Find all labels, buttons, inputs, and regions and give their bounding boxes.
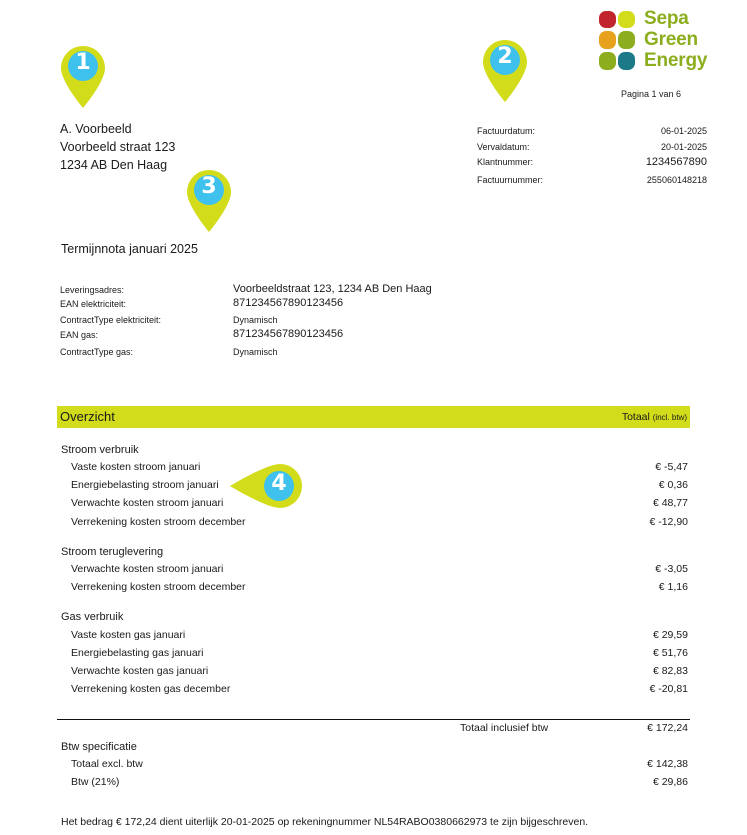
info-value: 871234567890123456 <box>233 297 344 309</box>
item-amount: € 1,16 <box>658 581 688 593</box>
line-item <box>71 497 688 515</box>
meta-label: Vervaldatum: <box>477 142 530 152</box>
item-label: Verwachte kosten stroom januari <box>71 563 224 575</box>
invoice-date-row <box>477 126 707 142</box>
item-label: Verwachte kosten gas januari <box>71 665 209 677</box>
customer-name: A. Voorbeeld <box>60 122 132 136</box>
marker-number: 3 <box>201 174 217 199</box>
info-value: Voorbeeldstraat 123, 1234 AB Den Haag <box>233 283 432 295</box>
item-label: Vaste kosten gas januari <box>71 629 186 641</box>
btw-amount: € 142,38 <box>647 758 688 770</box>
customer-number-row <box>477 157 707 173</box>
btw-row <box>71 776 688 794</box>
item-label: Vaste kosten stroom januari <box>71 461 201 473</box>
line-item <box>71 683 688 701</box>
map-pin-marker-3 <box>185 168 233 234</box>
payment-note: Het bedrag € 172,24 dient uiterlijk 20-01-2025 op rekeningnummer NL54RABO0380662973 te zijn bijgeschreven. <box>61 816 589 828</box>
logo-text-2: Green <box>644 29 698 50</box>
meta-value: 1234567890 <box>645 156 707 168</box>
marker-number: 1 <box>75 50 91 75</box>
overview-header <box>57 406 690 428</box>
info-value: Dynamisch <box>233 347 278 357</box>
customer-street: Voorbeeld straat 123 <box>60 140 176 154</box>
item-label: Energiebelasting stroom januari <box>71 479 219 491</box>
section-title: Stroom teruglevering <box>61 546 164 558</box>
btw-label: Totaal excl. btw <box>71 758 143 770</box>
section-title: Gas verbruik <box>61 611 124 623</box>
total-amount: € 172,24 <box>647 722 688 734</box>
item-amount: € -12,90 <box>649 516 688 528</box>
company-logo <box>597 10 712 72</box>
info-label: EAN elektriciteit: <box>60 299 127 309</box>
marker-number: 4 <box>271 471 287 496</box>
line-item <box>71 665 688 683</box>
ean-gas-row <box>60 328 480 344</box>
overview-title: Overzicht <box>60 409 115 424</box>
total-label: Totaal inclusief btw <box>460 722 549 734</box>
info-value: Dynamisch <box>233 315 278 325</box>
info-label: ContractType elektriciteit: <box>60 315 162 325</box>
ean-electricity-row <box>60 297 480 313</box>
item-amount: € -5,47 <box>655 461 688 473</box>
total-label: Totaal <box>621 411 650 423</box>
info-label: ContractType gas: <box>60 347 134 357</box>
total-divider <box>57 719 690 720</box>
marker-number: 2 <box>497 44 513 69</box>
item-amount: € 48,77 <box>652 497 688 509</box>
line-item <box>71 461 688 479</box>
line-item <box>71 563 688 581</box>
logo-mark-icon <box>597 10 637 72</box>
meta-value: 06-01-2025 <box>660 126 707 136</box>
item-amount: € 51,76 <box>652 647 688 659</box>
overview-total-label <box>622 411 687 423</box>
invoice-number-row <box>477 175 707 191</box>
info-label: Leveringsadres: <box>60 285 125 295</box>
btw-label: Btw (21%) <box>71 776 120 788</box>
logo-text-3: Energy <box>644 50 708 71</box>
contract-gas-row <box>60 345 480 361</box>
btw-amount: € 29,86 <box>652 776 688 788</box>
item-label: Verwachte kosten stroom januari <box>71 497 224 509</box>
meta-value: 255060148218 <box>646 175 707 185</box>
contract-electricity-row <box>60 313 480 329</box>
meta-label: Klantnummer: <box>477 157 534 167</box>
item-amount: € 29,59 <box>652 629 688 641</box>
logo-text-1: Sepa <box>644 8 689 29</box>
meta-value: 20-01-2025 <box>660 142 707 152</box>
item-label: Verrekening kosten gas december <box>71 683 231 695</box>
map-pin-marker-2 <box>481 38 529 104</box>
page-indicator: Pagina 1 van 6 <box>621 89 682 99</box>
item-amount: € -20,81 <box>649 683 688 695</box>
line-item <box>71 647 688 665</box>
item-label: Verrekening kosten stroom december <box>71 516 246 528</box>
meta-label: Factuurnummer: <box>477 175 544 185</box>
line-item <box>71 479 688 497</box>
line-item <box>71 581 688 599</box>
item-label: Verrekening kosten stroom december <box>71 581 246 593</box>
customer-city: 1234 AB Den Haag <box>60 158 168 172</box>
total-note: (incl. btw) <box>652 413 687 422</box>
line-item <box>71 629 688 647</box>
info-value: 871234567890123456 <box>233 328 344 340</box>
map-pin-marker-1 <box>59 44 107 110</box>
item-amount: € 0,36 <box>658 479 688 491</box>
item-amount: € -3,05 <box>655 563 688 575</box>
item-amount: € 82,83 <box>652 665 688 677</box>
document-title: Termijnnota januari 2025 <box>61 242 198 256</box>
item-label: Energiebelasting gas januari <box>71 647 204 659</box>
btw-row <box>71 758 688 776</box>
section-title: Stroom verbruik <box>61 444 139 456</box>
customer-address <box>60 120 175 174</box>
line-item <box>71 516 688 534</box>
info-label: EAN gas: <box>60 330 99 340</box>
btw-title: Btw specificatie <box>61 741 137 753</box>
meta-label: Factuurdatum: <box>477 126 536 136</box>
